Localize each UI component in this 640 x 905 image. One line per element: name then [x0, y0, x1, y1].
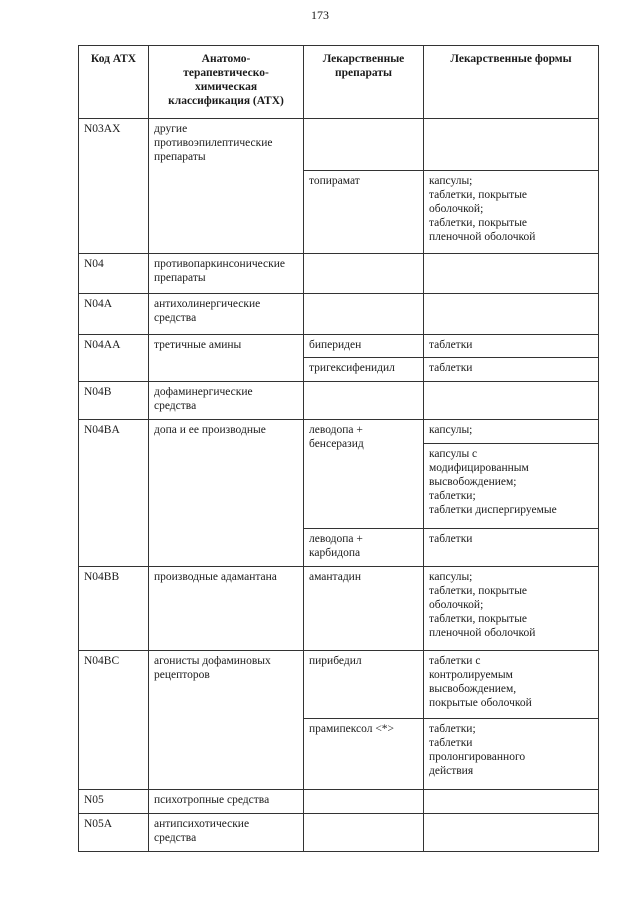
table-row — [79, 335, 599, 358]
code-cell: N04 — [79, 254, 149, 294]
classification-cell: антипсихотические средства — [149, 814, 304, 852]
drug-cell: леводопа + карбидопа — [304, 529, 424, 567]
drug-cell — [304, 382, 424, 420]
drug-cell: леводопа + бенсеразид — [304, 420, 424, 529]
classification-cell: третичные амины — [149, 335, 304, 382]
form-cell — [424, 790, 599, 814]
code-cell: N04BC — [79, 651, 149, 790]
form-cell: таблетки — [424, 358, 599, 382]
form-cell — [424, 254, 599, 294]
form-cell — [424, 814, 599, 852]
classification-cell: антихолинергические средства — [149, 294, 304, 335]
page-number: 173 — [311, 8, 329, 22]
form-cell: таблетки — [424, 335, 599, 358]
header-drugs: Лекарственные препараты — [304, 46, 424, 119]
drug-cell — [304, 790, 424, 814]
code-cell: N05 — [79, 790, 149, 814]
drug-cell: бипериден — [304, 335, 424, 358]
header-code: Код АТХ — [79, 46, 149, 119]
atx-table — [78, 45, 599, 852]
code-cell: N03AX — [79, 119, 149, 254]
form-cell: таблетки; таблетки пролонгированного действия — [424, 719, 599, 790]
code-cell: N04B — [79, 382, 149, 420]
drug-cell — [304, 294, 424, 335]
form-cell: таблетки — [424, 529, 599, 567]
classification-cell: психотропные средства — [149, 790, 304, 814]
table-row — [79, 651, 599, 719]
drug-cell: тригексифенидил — [304, 358, 424, 382]
table-header-row — [79, 46, 599, 119]
table-row — [79, 567, 599, 651]
code-cell: N04BA — [79, 420, 149, 567]
table-row — [79, 382, 599, 420]
drug-cell: топирамат — [304, 171, 424, 254]
code-cell: N05A — [79, 814, 149, 852]
drug-cell — [304, 814, 424, 852]
form-cell — [424, 294, 599, 335]
form-cell: капсулы; таблетки, покрытые оболочкой; таблетки, покрытые пленочной оболочкой — [424, 171, 599, 254]
drug-cell — [304, 119, 424, 171]
classification-cell: производные адамантана — [149, 567, 304, 651]
classification-cell: другие противоэпилептические препараты — [149, 119, 304, 254]
classification-cell: дофаминергические средства — [149, 382, 304, 420]
header-forms: Лекарственные формы — [424, 46, 599, 119]
drug-cell: амантадин — [304, 567, 424, 651]
classification-cell: агонисты дофаминовых рецепторов — [149, 651, 304, 790]
form-cell: капсулы; таблетки, покрытые оболочкой; таблетки, покрытые пленочной оболочкой — [424, 567, 599, 651]
table-row — [79, 790, 599, 814]
table-row — [79, 294, 599, 335]
form-cell — [424, 382, 599, 420]
form-cell — [424, 119, 599, 171]
table-row — [79, 420, 599, 444]
drug-cell: пирибедил — [304, 651, 424, 719]
code-cell: N04AA — [79, 335, 149, 382]
form-cell: капсулы; — [424, 420, 599, 444]
form-cell: таблетки с контролируемым высвобождением, покрытые оболочкой — [424, 651, 599, 719]
code-cell: N04BB — [79, 567, 149, 651]
drug-cell: прамипексол <*> — [304, 719, 424, 790]
table-row — [79, 814, 599, 852]
header-classification: Анатомо- терапевтическо- химическая классификация (АТХ) — [149, 46, 304, 119]
drug-cell — [304, 254, 424, 294]
classification-cell: противопаркинсонические препараты — [149, 254, 304, 294]
form-cell: капсулы с модифицированным высвобождением; таблетки; таблетки диспергируемые — [424, 444, 599, 529]
table-row — [79, 119, 599, 171]
classification-cell: допа и ее производные — [149, 420, 304, 567]
table-row — [79, 254, 599, 294]
code-cell: N04A — [79, 294, 149, 335]
